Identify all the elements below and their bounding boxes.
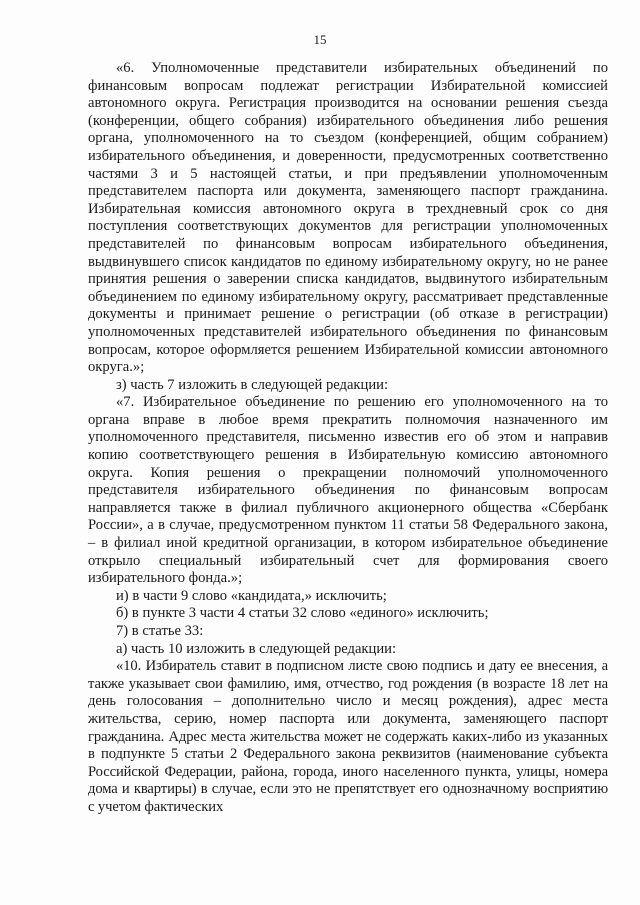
document-body: [88, 60, 608, 817]
paragraph-amend-part-10: а) часть 10 изложить в следующей редакции:: [116, 640, 397, 657]
paragraph-part-10: «10. Избиратель ставит в подписном листе свою подпись и дату ее внесения, а также указывает свои фамилию, имя, отчество, год рождения (в возрасте 18 лет на день голосования – дополнительно число и месяц рождения), адрес места жительства, серию, номер паспорта или документа, заменяющего паспорт гражданина. Адрес места жительства может не содержать каких-либо из указанных в подпункте 5 статьи 2 Федерального закона реквизитов (наименование субъекта Российской Федерации, района, города, иного населенного пункта, улицы, номера дома и квартиры) в случае, если это не препятствует его однозначному восприятию с учетом фактических: [88, 658, 608, 815]
paragraph-part-7: «7. Избирательное объединение по решению его уполномоченного на то органа вправе в любое время прекратить полномочия назначенного им уполномоченного представителя, письменно известив его об этом и направив копию соответствующего решения в Избирательную комиссию автономного округа. Копия решения о прекращении полномочий уполномоченного представителя избирательного объединения по финансовым вопросам направляется также в филиал публичного акционерного общества «Сбербанк России», а в случае, предусмотренном пунктом 11 статьи 58 Федерального закона, – в филиал иной кредитной организации, в котором избирательное объединение открыло специальный избирательный счет для формирования своего избирательного фонда.»;: [88, 394, 608, 587]
paragraph-amend-part-7: з) часть 7 изложить в следующей редакции:: [116, 376, 389, 393]
page-number: 15: [313, 32, 327, 47]
paragraph-article-33: 7) в статье 33:: [116, 623, 204, 639]
paragraph-amend-part-9: и) в части 9 слово «кандидата,» исключить;: [116, 587, 387, 604]
paragraph-amend-article-32: б) в пункте 3 части 4 статьи 32 слово «единого» исключить;: [116, 605, 489, 622]
paragraph-part-6: «6. Уполномоченные представители избирательных объединений по финансовым вопросам подлежат регистрации Избирательной комиссией автономного округа. Регистрация производится на основании решения съезда (конференции, общего собрания) избирательного объединения либо решения органа, уполномоченного на то съездом (конференцией, общим собранием) избирательного объединения, и доверенности, предусмотренных соответственно частями 3 и 5 настоящей статьи, и при предъявлении уполномоченным представителем паспорта или документа, заменяющего паспорт гражданина. Избирательная комиссия автономного округа в трехдневный срок со дня поступления соответствующих документов для регистрации уполномоченных представителей по финансовым вопросам избирательного объединения, выдвинувшего список кандидатов по единому избирательному округу, но не ранее принятия решения о заверении списка кандидатов, выдвинутого избирательным объединением по единому избирательному округу, рассматривает представленные документы и принимает решение о регистрации (об отказе в регистрации) уполномоченных представителей избирательного объединения по финансовым вопросам, которое оформляется решением Избирательной комиссии автономного округа.»;: [88, 60, 608, 376]
